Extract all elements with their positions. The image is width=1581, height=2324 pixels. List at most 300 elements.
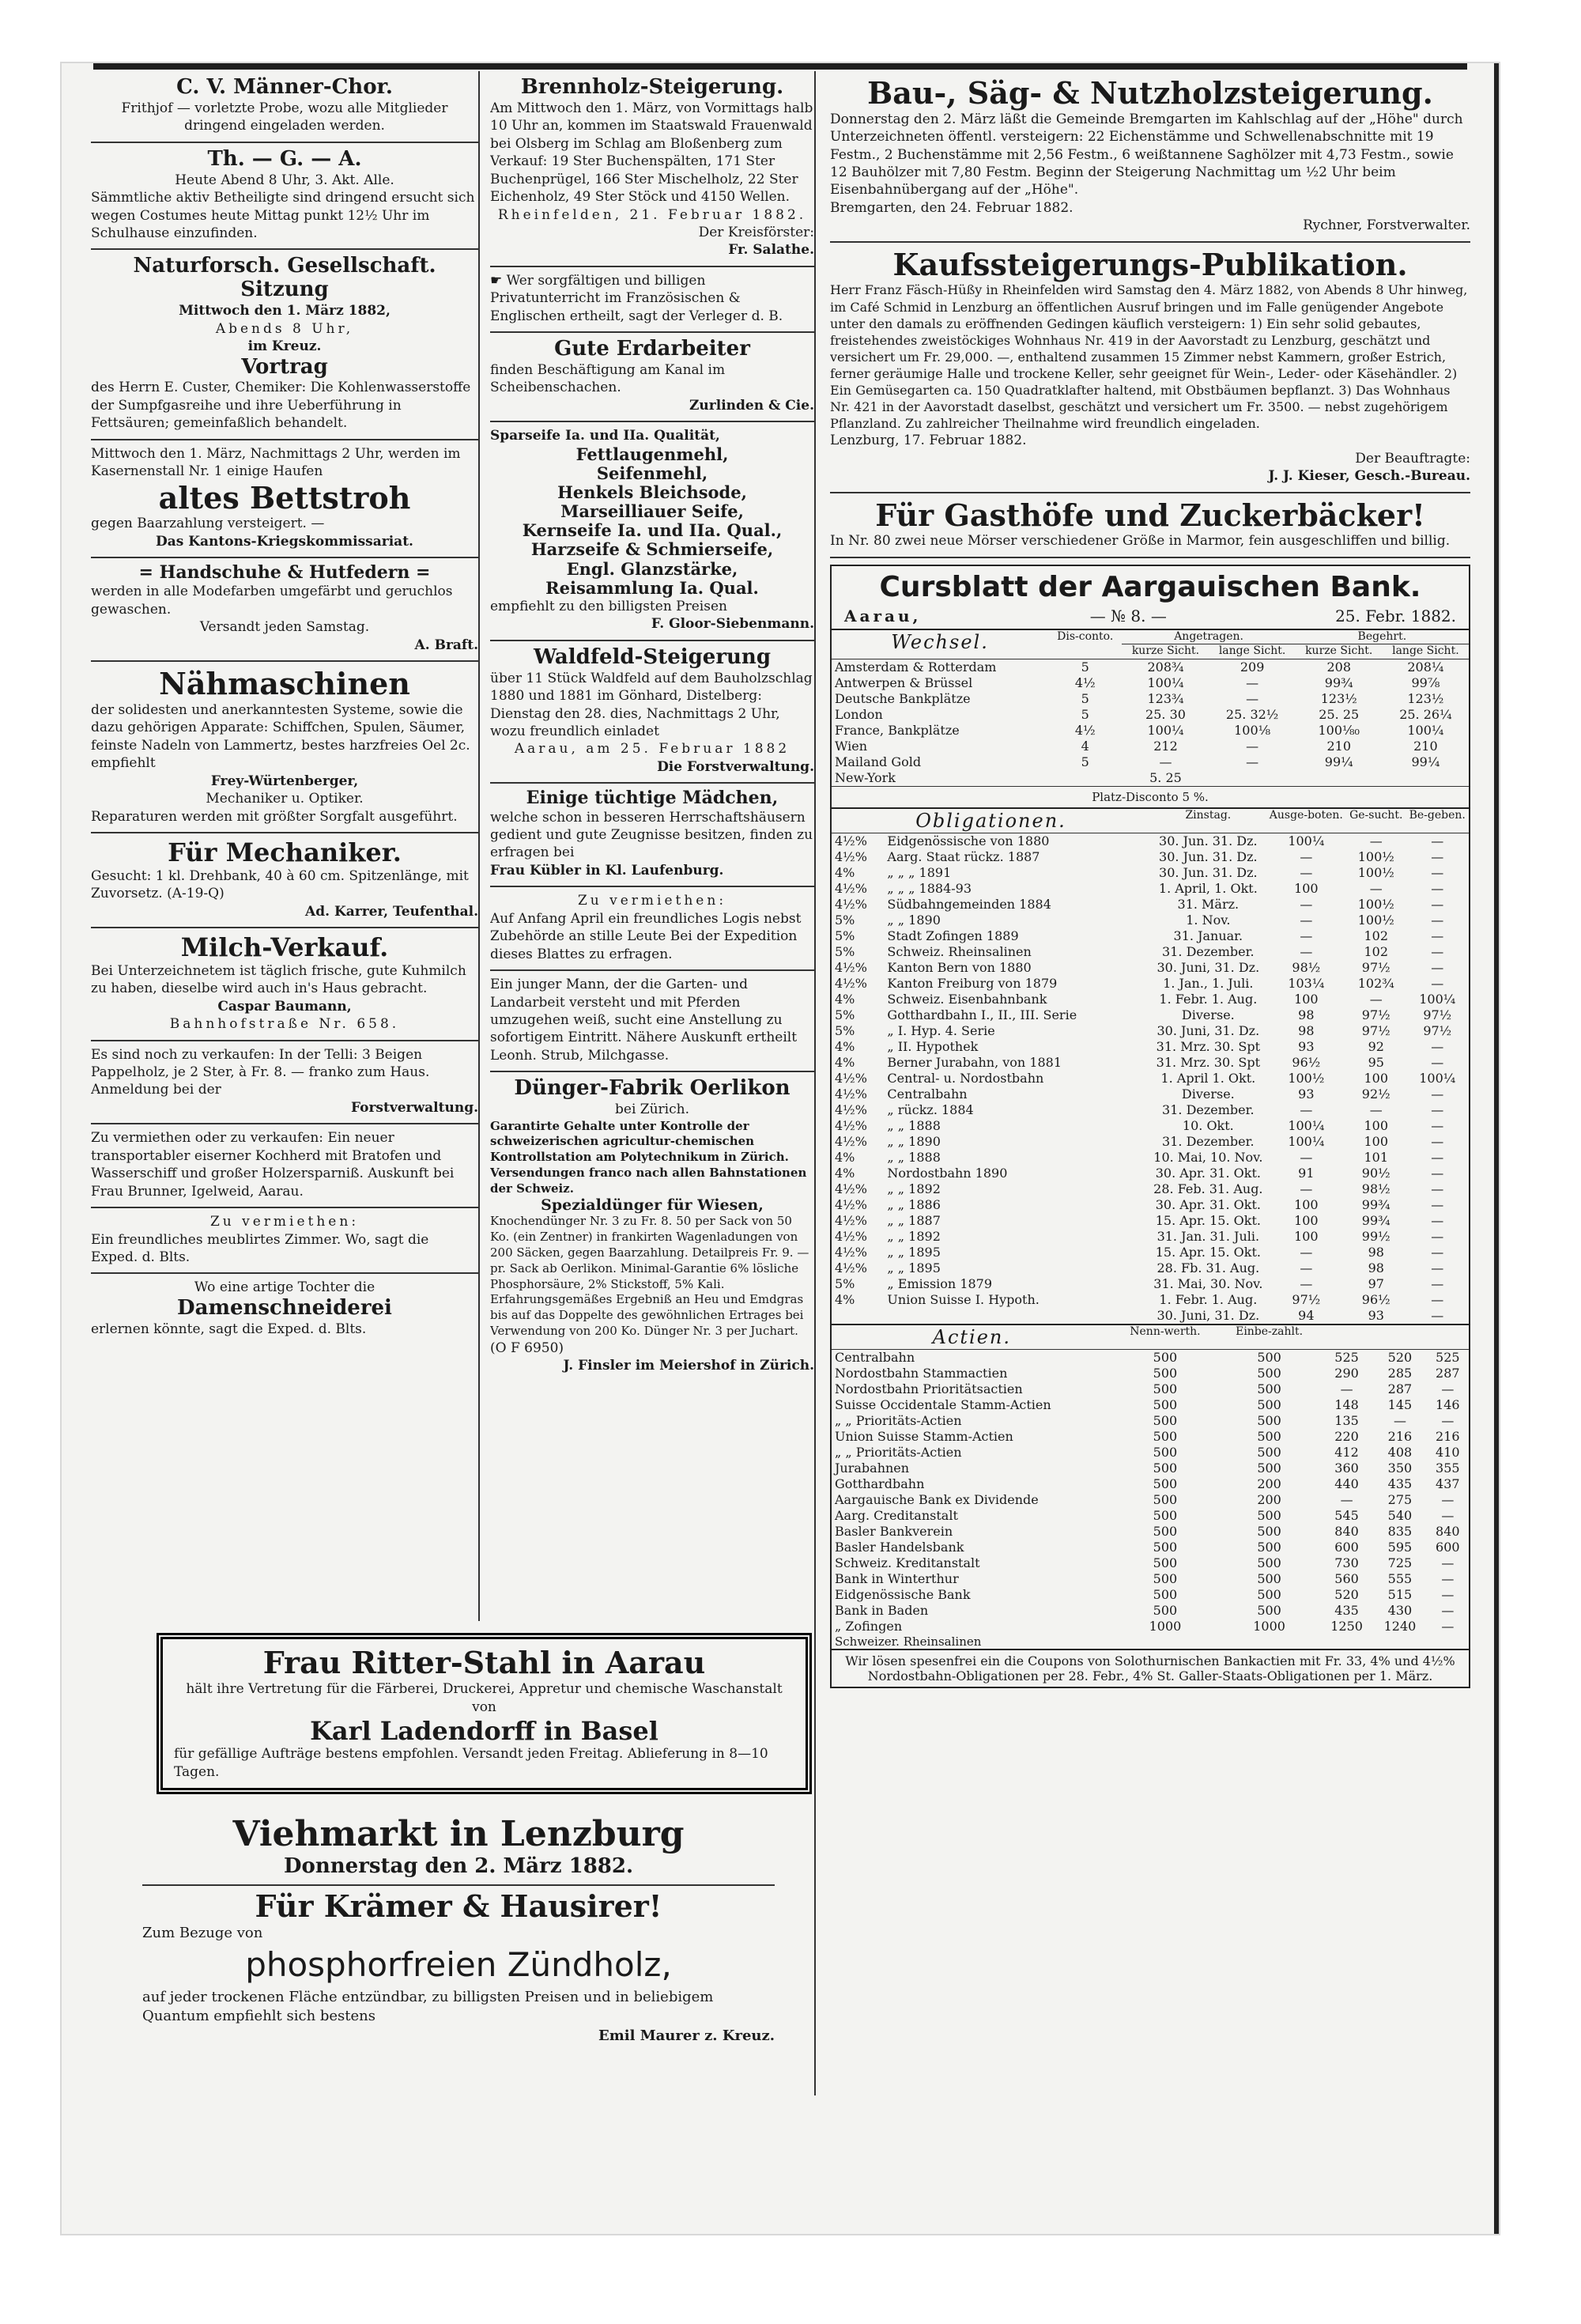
oblig-row-cell: 102 <box>1364 943 1389 959</box>
oblig-row-cell: — <box>1431 943 1444 959</box>
oblig-row-cell: Kanton Freiburg von 1879 <box>887 975 1058 991</box>
oblig-row-cell: 10. Mai, 10. Nov. <box>1153 1149 1263 1165</box>
actien-row <box>832 1476 1469 1492</box>
oblig-row-cell: 10. Okt. <box>1182 1117 1234 1133</box>
actien-row-cell: 520 <box>1387 1349 1413 1365</box>
actien-row-cell: — <box>1393 1412 1406 1428</box>
wechsel-row-cell: Amsterdam & Rotterdam <box>835 659 997 675</box>
oblig-row-cell: 97½ <box>1423 1022 1452 1038</box>
actien-row <box>832 1366 1469 1381</box>
oblig-row-cell: 30. Apr. 31. Okt. <box>1155 1165 1261 1181</box>
wechsel-row <box>832 675 1469 691</box>
actien-row <box>832 1397 1469 1413</box>
wechsel-row-cell: France, Bankplätze <box>835 722 960 738</box>
actien-row-cell: Nordostbahn Stammactien <box>835 1365 1008 1381</box>
oblig-row-cell: — <box>1431 896 1444 912</box>
oblig-row-cell: Stadt Zofingen 1889 <box>887 928 1019 943</box>
ad-bettstroh <box>91 440 478 558</box>
wechsel-row-cell: 4 <box>1081 738 1089 754</box>
oblig-row-cell: 100¼ <box>1419 991 1456 1007</box>
oblig-row-cell: Centralbahn <box>887 1086 968 1102</box>
oblig-row-cell: „ II. Hypothek <box>887 1038 979 1054</box>
oblig-row-cell: „ „ 1895 <box>887 1244 941 1260</box>
kraemer-text: auf jeder trockenen Fläche entzündbar, zu billigsten Preisen und in beliebigem Quantum empfiehlt sich bestens <box>142 1989 714 2025</box>
actien-row-cell: „ „ Prioritäts-Actien <box>835 1412 962 1428</box>
ad-line: Heute Abend 8 Uhr, 3. Akt. Alle. <box>175 172 394 188</box>
oblig-row <box>832 865 1469 881</box>
actien-row-cell: 430 <box>1387 1602 1413 1618</box>
ad-title: Für Gasthöfe und Zuckerbäcker! <box>875 497 1425 533</box>
oblig-row-cell: — <box>1369 1102 1383 1117</box>
actien-row-cell: 840 <box>1436 1523 1460 1539</box>
actien-row <box>832 1349 1469 1366</box>
ad-title: Zu vermiethen: <box>209 1214 360 1230</box>
actien-row-cell: 410 <box>1436 1444 1460 1460</box>
wechsel-row-cell: 4½ <box>1074 675 1096 690</box>
wechsel-row-cell <box>1296 770 1383 786</box>
oblig-row-cell: Gotthardbahn I., II., III. Serie <box>887 1007 1077 1022</box>
wechsel-row-cell: 123¾ <box>1147 690 1184 706</box>
oblig-row-cell: — <box>1431 864 1444 880</box>
column-2 <box>490 71 814 1629</box>
oblig-row-cell: — <box>1431 833 1444 848</box>
actien-row <box>832 1508 1469 1524</box>
ad-ritter-stahl <box>157 1633 812 1794</box>
actien-row-cell: — <box>1340 1381 1353 1396</box>
ad-text: Herr Franz Fäsch-Hüßy in Rheinfelden wird Samstag den 4. März 1882, von Abends 8 Uhr hinweg, im Café Schmid in Lenzburg an öffentlichen Ausruf bringen und im Falle genügender Angebote unter den damals zu eröffnenden Gedingen käuflich versteigern: 1) Ein sehr solid gebautes, freistehendes zweistöckiges Wohnhaus Nr. 419 in der Aavorstadt zu Lenzburg, geschätzt und versichert um Fr. 29,000. —, enthaltend zusammen 15 Zimmer nebst Kammern, großer Estrich, ferner geräumige Halle und trockene Keller, sehr geeignet für Wein-, Leder- oder Käsehändler. 2) Ein Gemüsegarten ca. 150 Quadratklafter haltend, mit Obstbäumen bepflanzt. 3) Das Wohnhaus Nr. 421 in der Aavorstadt daselbst, geschätzt und versichert um Fr. 3500. — nebst zugehörigem Pflanzland. Zu zahlreicher Theilnahme wird freundlich eingeladen. <box>830 282 1468 432</box>
oblig-row-cell: 4½% <box>835 1228 867 1244</box>
oblig-row-cell: — <box>1431 1133 1444 1149</box>
actien-row <box>832 1619 1469 1634</box>
ad-sign: Zurlinden & Cie. <box>689 397 814 414</box>
wechsel-row-cell: 123½ <box>1407 690 1444 706</box>
wechsel-row-cell: 25. 32½ <box>1225 706 1279 722</box>
ad-title: Für Mechaniker. <box>168 837 402 867</box>
ad-text: In Nr. 80 zwei neue Mörser verschiedener Größe in Marmor, fein ausgeschliffen und billig. <box>830 533 1451 550</box>
actien-row-cell: — <box>1441 1570 1455 1586</box>
actien-row-cell: 500 <box>1257 1555 1281 1570</box>
oblig-row-cell: — <box>1369 833 1383 848</box>
ad-sub: bei Zürich. <box>615 1102 689 1118</box>
actien-row-cell: 500 <box>1153 1555 1178 1570</box>
oblig-row <box>832 849 1469 865</box>
ad-title: Waldfeld-Steigerung <box>533 644 772 669</box>
oblig-row-cell: 100½ <box>1357 896 1394 912</box>
wechsel-row-cell: — <box>1246 738 1259 754</box>
oblig-row <box>832 1292 1469 1308</box>
actien-row-cell: 725 <box>1387 1555 1413 1570</box>
wechsel-row-cell: 25. 30 <box>1145 706 1186 722</box>
cursblatt-title: Cursblatt der Aargauischen Bank. <box>879 570 1421 603</box>
ad-sign: Caspar Baumann, <box>217 998 352 1015</box>
oblig-row-cell: 4% <box>835 1038 855 1054</box>
oblig-row-cell: — <box>1431 1086 1444 1102</box>
oblig-row-cell: 97 <box>1368 1275 1384 1291</box>
oblig-row-cell: 31. Dezember. <box>1162 1133 1255 1149</box>
wechsel-row-cell: 100⅛₀ <box>1318 722 1360 738</box>
ad-sign: Frau Kübler in Kl. Laufenburg. <box>490 862 724 879</box>
oblig-row-cell: 31. Jan. 31. Juli. <box>1157 1228 1260 1244</box>
ad-title: = Handschuhe & Hutfedern = <box>138 562 431 584</box>
ad-date: Mittwoch den 1. März 1882, <box>179 303 391 319</box>
actien-row-cell: 408 <box>1387 1444 1413 1460</box>
actien-row-cell: Eidgenössische Bank <box>835 1586 971 1602</box>
wechsel-row-cell: Deutsche Bankplätze <box>835 690 971 706</box>
wechsel-row-cell: 99¼ <box>1324 754 1353 769</box>
oblig-row-cell: 100 <box>1294 1212 1319 1228</box>
oblig-row-cell: 28. Feb. 31. Aug. <box>1153 1181 1263 1196</box>
wechsel-row-cell: 208¼ <box>1407 659 1444 675</box>
col-lang: lange Sicht. <box>1209 644 1296 659</box>
ad-line: Harzseife & Schmierseife, <box>530 539 774 560</box>
oblig-row-cell: 101 <box>1364 1149 1389 1165</box>
actien-row-cell: 500 <box>1153 1460 1178 1476</box>
col-kurz: kurze Sicht. <box>1122 644 1209 659</box>
actien-row-cell: „ Zofingen <box>835 1618 903 1634</box>
wechsel-row-cell: 208¾ <box>1147 659 1184 675</box>
oblig-row-cell: 5% <box>835 1022 855 1038</box>
oblig-row-cell: 30. Jun. 31. Dz. <box>1159 848 1258 864</box>
ad-line: Wo eine artige Tochter die <box>194 1279 375 1296</box>
oblig-row-cell: „ „ 1888 <box>887 1117 941 1133</box>
actien-row-cell: 287 <box>1387 1381 1413 1396</box>
wechsel-row-cell: Antwerpen & Brüssel <box>835 675 973 690</box>
ad-time: Abends 8 Uhr, <box>215 320 354 337</box>
wechsel-row <box>832 770 1469 786</box>
oblig-row-cell: 100½ <box>1357 864 1394 880</box>
col-einbezahlt: Einbe-zahlt. <box>1218 1324 1320 1350</box>
actien-head: Actien. <box>832 1324 1112 1350</box>
actien-row-cell: — <box>1441 1507 1455 1523</box>
oblig-row <box>832 1245 1469 1260</box>
oblig-row-cell: — <box>1300 864 1313 880</box>
oblig-row <box>832 897 1469 913</box>
oblig-row-cell: 4½% <box>835 1070 867 1086</box>
oblig-row-cell: 98½ <box>1361 1181 1390 1196</box>
oblig-row-cell: 4½% <box>835 896 867 912</box>
ad-line: Seifenmehl, <box>596 463 708 483</box>
kraemer-line: Zum Bezuge von <box>142 1925 263 1942</box>
oblig-row-cell: 103¼ <box>1288 975 1325 991</box>
oblig-row-cell: Berner Jurabahn, von 1881 <box>887 1054 1062 1070</box>
oblig-row-cell: 4% <box>835 1165 855 1181</box>
oblig-row-cell: — <box>1431 1117 1444 1133</box>
actien-row-cell: 560 <box>1334 1570 1359 1586</box>
wechsel-row-cell: 99¼ <box>1411 754 1440 769</box>
actien-row-cell: 545 <box>1334 1507 1359 1523</box>
actien-row-cell: 525 <box>1436 1349 1460 1365</box>
oblig-row <box>832 976 1469 992</box>
actien-row-cell: Schweiz. Kreditanstalt <box>835 1555 980 1570</box>
oblig-row-cell: 1. Jan., 1. Juli. <box>1163 975 1254 991</box>
actien-table <box>832 1324 1469 1634</box>
ad-theater <box>91 143 478 249</box>
oblig-row-cell: „ „ 1888 <box>887 1149 941 1165</box>
ad-title: Bau-, Säg- & Nutzholzsteigerung. <box>867 75 1433 111</box>
actien-row-cell: — <box>1441 1555 1455 1570</box>
actien-row-cell: Basler Handelsbank <box>835 1539 964 1555</box>
oblig-row-cell: — <box>1431 1275 1444 1291</box>
ad-title: Dünger-Fabrik Oerlikon <box>514 1076 790 1101</box>
col-nennwerth: Nenn-werth. <box>1112 1324 1219 1350</box>
oblig-row-cell: — <box>1431 1038 1444 1054</box>
cursblatt-city: Aarau, <box>844 606 922 625</box>
wechsel-head: Wechsel. <box>832 629 1048 659</box>
ad-line: Kernseife Ia. und IIa. Qual., <box>522 520 783 541</box>
ad-text2: Knochendünger Nr. 3 zu Fr. 8. 50 per Sack von 50 Ko. (ein Zentner) in frankirten Wagenladungen von 200 Säcken, gegen Baarzahlung. Detailpreis Fr. 9. — pr. Sack ab Oerlikon. Minimal-Garantie 6% lösliche Phosphorsäure, 2% Stickstoff, 5% Kali. Erfahrungsgemäßes Ergebniß an Heu und Emdgras bis auf das Doppelte des gewöhnlichen Ertrages bei Verwendung von 200 Ko. Dünger Nr. 3 per Juchart. <box>490 1214 809 1339</box>
actien-row-cell: — <box>1441 1412 1455 1428</box>
oblig-row <box>832 992 1469 1007</box>
wechsel-row-cell: 5 <box>1081 690 1089 706</box>
oblig-row-cell: 100¼ <box>1288 833 1325 848</box>
oblig-row-cell: 100 <box>1364 1117 1389 1133</box>
ad-text: welche schon in besseren Herrschaftshäusern gedient und gute Zeugnisse besitzen, finden zu erfragen bei <box>490 809 813 861</box>
ad-addr: Bahnhofstraße Nr. 658. <box>169 1016 400 1033</box>
actien-row-cell: 200 <box>1257 1491 1281 1507</box>
ad-kochherd <box>91 1124 478 1208</box>
oblig-row-cell: 100½ <box>1357 848 1394 864</box>
col-zinstag: Zinstag. <box>1150 808 1266 833</box>
ad-text: Donnerstag den 2. März läßt die Gemeinde Bremgarten im Kahlschlag auf der „Höhe" durch Unterzeichneten öffentl. versteigern: 22 Eichenstämme und Schwellenabschnitte mit 19 Festm., 2 Buchenstämme mit 2,56 Festm., 6 weißtannene Saghölzer mit 4,73 Festm., sowie 12 Bauhölzer mit 7,80 Festm. Beginn der Steigerung Nachmittag um ½2 Uhr beim Eisenbahnübergang auf der „Höhe". <box>830 111 1463 198</box>
actien-row-cell: Aarg. Creditanstalt <box>835 1507 958 1523</box>
oblig-row-cell: 30. Juni, 31. Dz. <box>1157 1307 1260 1323</box>
oblig-row-cell: — <box>1300 1275 1313 1291</box>
ad-erdarbeiter <box>490 333 814 422</box>
ad-title: Kaufssteigerungs-Publikation. <box>892 246 1408 282</box>
ad-naturforsch <box>91 248 478 440</box>
actien-row-cell: 500 <box>1153 1570 1178 1586</box>
ad-date: Bremgarten, den 24. Februar 1882. <box>830 199 1073 216</box>
actien-row-cell: Nordostbahn Prioritätsactien <box>835 1381 1023 1396</box>
actien-row-cell: — <box>1441 1586 1455 1602</box>
actien-row-cell: 435 <box>1334 1602 1359 1618</box>
actien-row-cell: 1240 <box>1383 1618 1417 1634</box>
wechsel-row-cell: 212 <box>1153 738 1178 754</box>
ad-mechaniker <box>91 833 478 928</box>
actien-row-cell: — <box>1441 1602 1455 1618</box>
oblig-row-cell: 100 <box>1294 1196 1319 1212</box>
wechsel-row-cell: 5 <box>1081 659 1089 675</box>
wechsel-row-cell <box>1048 770 1122 786</box>
actien-row-cell: 1000 <box>1253 1618 1285 1634</box>
actien-row <box>832 1524 1469 1540</box>
ad-sitzung: Sitzung <box>240 278 329 302</box>
ad-name: Karl Ladendorff in Basel <box>310 1715 658 1746</box>
oblig-row-cell: 4½% <box>835 1196 867 1212</box>
actien-row-cell: 500 <box>1257 1507 1281 1523</box>
oblig-row <box>832 913 1469 928</box>
actien-row-cell: „ „ Prioritäts-Actien <box>835 1444 962 1460</box>
actien-row-cell: 500 <box>1257 1586 1281 1602</box>
actien-row-cell: Gotthardbahn <box>835 1476 925 1491</box>
oblig-row-cell: Union Suisse I. Hypoth. <box>887 1291 1040 1307</box>
col-begeben: Be-geben. <box>1406 808 1470 833</box>
oblig-row-cell: 98 <box>1368 1260 1384 1275</box>
actien-row <box>832 1461 1469 1476</box>
oblig-row-cell: 99¾ <box>1361 1212 1390 1228</box>
oblig-row-cell: 4½% <box>835 975 867 991</box>
actien-row-cell: 520 <box>1334 1586 1359 1602</box>
oblig-row-cell: 100¼ <box>1419 1070 1456 1086</box>
wechsel-row <box>832 659 1469 675</box>
oblig-row-cell: 5% <box>835 928 855 943</box>
oblig-row-cell: 4½% <box>835 1133 867 1149</box>
ad-title: Damenschneiderei <box>177 1295 392 1320</box>
actien-row-cell: Bank in Winterthur <box>835 1570 959 1586</box>
oblig-row-cell: 31. Mai, 30. Nov. <box>1153 1275 1263 1291</box>
ad-date: Aarau, am 25. Februar 1882 <box>514 741 790 758</box>
oblig-row-cell: 4½% <box>835 1181 867 1196</box>
ad-text2: gegen Baarzahlung versteigert. — <box>91 516 325 532</box>
oblig-row-cell: 91 <box>1298 1165 1315 1181</box>
wechsel-row <box>832 723 1469 739</box>
oblig-row <box>832 1166 1469 1181</box>
oblig-row-cell: 97½ <box>1361 1022 1390 1038</box>
actien-row-cell: 600 <box>1334 1539 1359 1555</box>
wechsel-row-cell: 5. 25 <box>1149 769 1182 785</box>
bottom-ads <box>142 1815 775 2046</box>
oblig-head: Obligationen. <box>832 808 1150 833</box>
actien-row-cell: 287 <box>1436 1365 1460 1381</box>
oblig-row-cell: — <box>1300 928 1313 943</box>
oblig-row-cell: „ Emission 1879 <box>887 1275 993 1291</box>
actien-row-cell: 500 <box>1257 1381 1281 1396</box>
oblig-row-cell: 98 <box>1298 1022 1315 1038</box>
ad-sign: Das Kantons-Kriegskommissariat. <box>156 533 413 550</box>
col-kurz: kurze Sicht. <box>1296 644 1383 659</box>
ad-text: der solidesten und anerkanntesten Systeme, sowie die dazu gehörigen Apparate: Schiffchen, Spulen, Säumer, feinste Nadeln von Lammertz, bestes harzfreies Oel 2c. empfiehlt <box>91 701 470 772</box>
oblig-row-cell: — <box>1431 1291 1444 1307</box>
ad-text: Am Mittwoch den 1. März, von Vormittags halb 10 Uhr an, kommen im Staatswald Frauenwald bei Olsberg im Schlag am Bloßenberg zum Verkauf: 19 Ster Buchenspälten, 171 Ster Buchenprügel, 166 Ster Mischelholz, 22 Ster Eichenholz, 49 Ster Stöck und 4150 Wellen. <box>490 100 813 206</box>
oblig-row-cell: — <box>1300 1102 1313 1117</box>
actien-row-cell: 360 <box>1334 1460 1359 1476</box>
ad-duenger <box>490 1072 814 1381</box>
ad-text: Es sind noch zu verkaufen: In der Telli: 3 Beigen Pappelholz, je 2 Ster, à Fr. 8. — franko zum Haus. Anmeldung bei der <box>91 1046 430 1098</box>
cursblatt <box>830 565 1470 1688</box>
actien-row <box>832 1445 1469 1461</box>
actien-row-cell: 500 <box>1153 1444 1178 1460</box>
oblig-row-cell: 30. Jun. 31. Dz. <box>1159 833 1258 848</box>
ad-line: Engl. Glanzstärke, <box>566 558 738 579</box>
oblig-row-cell: 4½% <box>835 1212 867 1228</box>
oblig-row-cell: 5% <box>835 1275 855 1291</box>
ad-text: Bei Unterzeichnetem ist täglich frische, gute Kuhmilch zu haben, dieselbe wird auch in's Haus gebracht. <box>91 962 466 997</box>
oblig-row-cell: — <box>1431 1307 1444 1323</box>
ad-text: finden Beschäftigung am Kanal im Scheibenschachen. <box>490 362 726 396</box>
column-3 <box>830 71 1470 2111</box>
wechsel-row-cell: 123½ <box>1320 690 1357 706</box>
oblig-row-cell: Central- u. Nordostbahn <box>887 1070 1044 1086</box>
oblig-row-cell: 96½ <box>1292 1054 1321 1070</box>
actien-row-cell: 500 <box>1153 1428 1178 1444</box>
ad-text: Ein freundliches meublirtes Zimmer. Wo, sagt die Exped. d. Blts. <box>91 1231 429 1265</box>
actien-row-cell: 500 <box>1257 1570 1281 1586</box>
oblig-row-cell: 31. März. <box>1177 896 1240 912</box>
ad-date: Rheinfelden, 21. Februar 1882. <box>497 206 807 223</box>
actien-row-cell: 200 <box>1257 1476 1281 1491</box>
oblig-row-cell: „ „ 1890 <box>887 912 941 928</box>
actien-row-cell: 730 <box>1334 1555 1359 1570</box>
ad-text: hält ihre Vertretung für die Färberei, Druckerei, Appretur und chemische Waschanstalt von <box>186 1680 783 1715</box>
actien-row-cell: 440 <box>1334 1476 1359 1491</box>
oblig-row-cell: 98 <box>1368 1244 1384 1260</box>
ad-sign: F. Gloor-Siebenmann. <box>651 616 814 633</box>
right-rule <box>1494 63 1499 2234</box>
wechsel-row-cell: 25. 26¼ <box>1399 706 1452 722</box>
oblig-row-cell: 97½ <box>1361 959 1390 975</box>
actien-row-cell: 216 <box>1436 1428 1460 1444</box>
oblig-row-cell: „ „ 1887 <box>887 1212 941 1228</box>
ad-name: J. J. Kieser, Gesch.-Bureau. <box>1268 468 1470 485</box>
ad-text: erlernen könnte, sagt die Exped. d. Blts. <box>91 1321 367 1337</box>
oblig-row <box>832 1150 1469 1166</box>
actien-row-cell: — <box>1340 1491 1353 1507</box>
actien-row-cell: 500 <box>1257 1460 1281 1476</box>
oblig-row-cell: — <box>1300 1181 1313 1196</box>
ad-milch <box>91 928 478 1041</box>
actien-row-cell: 540 <box>1387 1507 1413 1523</box>
wechsel-row-cell: 5 <box>1081 706 1089 722</box>
ad-sign: Der Kreisförster: <box>698 224 814 240</box>
actien-row <box>832 1492 1469 1508</box>
actien-row-cell: 500 <box>1153 1507 1178 1523</box>
wechsel-row-cell: — <box>1246 754 1259 769</box>
oblig-row <box>832 1134 1469 1150</box>
oblig-row-cell: — <box>1431 1165 1444 1181</box>
ad-title: C. V. Männer-Chor. <box>176 75 393 99</box>
ad-text: werden in alle Modefarben umgefärbt und geruchlos gewaschen. <box>91 584 453 618</box>
oblig-row-cell: 102 <box>1364 928 1389 943</box>
oblig-row-cell: 93 <box>1298 1086 1315 1102</box>
ad-text2: empfiehlt zu den billigsten Preisen <box>490 598 727 614</box>
ad-line: Sparseife Ia. und IIa. Qualität, <box>490 428 720 444</box>
oblig-row <box>832 1118 1469 1134</box>
actien-row-cell: 500 <box>1153 1396 1178 1412</box>
oblig-row-cell: „ I. Hyp. 4. Serie <box>887 1022 995 1038</box>
oblig-row-cell: 93 <box>1368 1307 1384 1323</box>
oblig-row-cell: „ „ 1895 <box>887 1260 941 1275</box>
oblig-row-cell: 100¼ <box>1288 1117 1325 1133</box>
oblig-row-cell: Kanton Bern von 1880 <box>887 959 1032 975</box>
oblig-row-cell: 100½ <box>1288 1070 1325 1086</box>
oblig-row-cell: — <box>1431 959 1444 975</box>
actien-row-cell: 290 <box>1334 1365 1359 1381</box>
ad-zimmer <box>91 1208 478 1274</box>
wechsel-row-cell <box>1383 770 1469 786</box>
wechsel-row-cell: 25. 25 <box>1319 706 1360 722</box>
oblig-row-cell: — <box>1431 1102 1444 1117</box>
oblig-row-cell: 1. April 1. Okt. <box>1160 1070 1256 1086</box>
ad-bau-saeg <box>830 71 1470 243</box>
ad-vortrag: Vortrag <box>241 354 328 379</box>
oblig-row-cell: Diverse. <box>1181 1086 1235 1102</box>
actien-row-cell: Bank in Baden <box>835 1602 929 1618</box>
ad-text: Zu vermiethen oder zu verkaufen: Ein neuer transportabler eiserner Kochherd mit Bratofen und Wasserschiff und großer Holzersparniß. Auskunft bei Frau Brunner, Igelweid, Aarau. <box>91 1130 455 1200</box>
oblig-row <box>832 1260 1469 1276</box>
oblig-row-cell: 100 <box>1364 1070 1389 1086</box>
oblig-row-cell: 96½ <box>1361 1291 1390 1307</box>
wechsel-table <box>832 629 1469 786</box>
actien-row-cell: 500 <box>1257 1412 1281 1428</box>
ad-line: Marseilliauer Seife, <box>560 501 744 522</box>
actien-row-cell: 500 <box>1153 1491 1178 1507</box>
wechsel-row-cell: 209 <box>1240 659 1265 675</box>
wechsel-row-cell: Mailand Gold <box>835 754 922 769</box>
actien-row-cell: 146 <box>1436 1396 1460 1412</box>
ad-handschuhe <box>91 558 478 662</box>
ad-junger-mann <box>490 971 814 1072</box>
actien-row-cell: 500 <box>1153 1381 1178 1396</box>
